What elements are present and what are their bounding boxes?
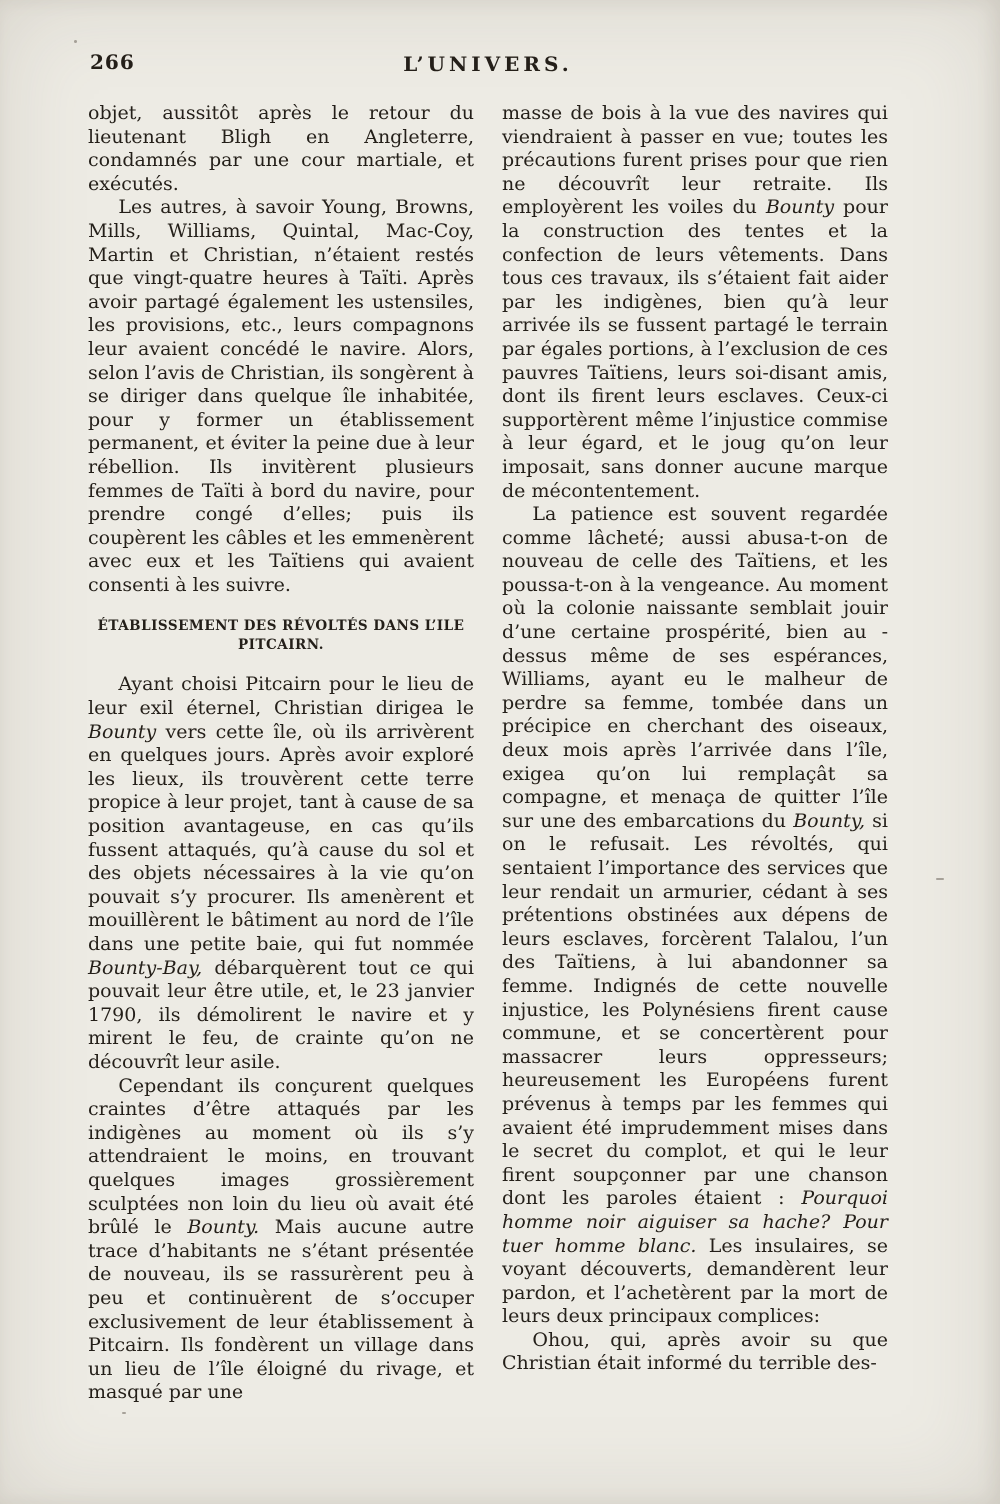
italic-text: Bounty, — [793, 809, 865, 832]
italic-text: Pourquoi homme noir aiguiser sa hache? Pour tuer homme blanc. — [502, 1187, 888, 1257]
body-text: masse de bois à la vue des navires qui viendraient à passer en vue; toutes les précautions furent prises pour que rien ne découvrît leur retraite. Ils employèrent les voiles du — [502, 102, 888, 219]
body-text: Mais aucune autre trace d’habitants ne s’étant présentée de nouveau, ils se rassurèrent peu à peu et continuèrent de s’occuper exclusivement de leur établissement à Pitcairn. Ils fondèrent un village dans un lieu de l’île éloigné du rivage, et masqué par une — [88, 1216, 474, 1404]
paragraph — [502, 102, 888, 503]
text-columns — [88, 102, 888, 1405]
scan-artifact — [74, 40, 77, 43]
body-text: pour la construction des tentes et la confection de leurs vêtements. Dans tous ces travaux, ils s’étaient fait aider par les indigènes, bien qu’à leur arrivée ils se fussent partagé le terrain par égales portions, à l’exclusion de ces pauvres Taïtiens, leurs soi-disant amis, dont ils firent leurs esclaves. Ceux-ci supportèrent même l’injustice commise à leur égard, et le joug qu’on leur imposait, sans donner aucune marque de mécontentement. — [502, 196, 888, 502]
paragraph — [88, 1075, 474, 1405]
scan-artifact — [936, 878, 944, 880]
paragraph — [88, 196, 474, 597]
body-text: vers cette île, où ils arrivèrent en quelques jours. Après avoir exploré les lieux, ils trouvèrent cette terre propice à leur projet, tant à cause de sa position avantageuse, en cas qu’ils fussent attaqués, qu’à cause du sol et des objets nécessaires à la vie qu’on pouvait s’y procurer. Ils amenèrent et mouillèrent le bâtiment au nord de l’île dans une petite baie, qui fut nommée — [88, 720, 474, 955]
body-text: objet, aussitôt après le retour du lieutenant Bligh en Angleterre, condamnés par une cour martiale, et exécutés. — [88, 102, 474, 195]
scan-artifact — [122, 1412, 126, 1414]
paragraph — [502, 1329, 888, 1376]
italic-text: Bounty — [765, 196, 835, 219]
body-text: Ohou, qui, après avoir su que Christian était informé du terrible des- — [502, 1328, 888, 1375]
paragraph — [88, 673, 474, 1074]
body-text: ÉTABLISSEMENT DES RÉVOLTÉS DANS L’ILE PITCAIRN. — [97, 618, 465, 654]
page-title: L’UNIVERS. — [403, 52, 573, 76]
column-right — [502, 102, 888, 1405]
body-text: Les autres, à savoir Young, Browns, Mills, Williams, Quintal, Mac-Coy, Martin et Christian, n’étaient restés que vingt-quatre heures à Taïti. Après avoir partagé également les ustensiles, les provisions, etc., leurs compagnons leur avaient concédé le navire. Alors, selon l’avis de Christian, ils songèrent à se diriger dans quelque île inhabitée, pour y former un établissement permanent, et éviter la peine due à leur rébellion. Ils invitèrent plusieurs femmes de Taïti à bord du navire, pour prendre congé d’elles; puis ils coupèrent les câbles et les emmenèrent avec eux et les Taïtiens qui avaient consenti à les suivre. — [88, 196, 474, 596]
body-text: si on le refusait. Les révoltés, qui sentaient l’importance des services que leur rendait un armurier, cédant à ses prétentions obstinées aux dépens de leurs esclaves, forcèrent Talalou, l’un des Taïtiens, à lui abandonner sa femme. Indignés de cette nouvelle injustice, les Polynésiens firent cause commune, et se concertèrent pour massacrer leurs oppresseurs; heureusement les Européens furent prévenus à temps par les femmes qui avaient été imprudemment mises dans le secret du complot, et qui le leur firent soupçonner par une chanson dont les paroles étaient : — [502, 809, 888, 1210]
italic-text: Bounty-Bay, — [88, 956, 203, 979]
body-text: Les insulaires, se voyant découverts, demandèrent leur pardon, et l’achetèrent par la mort de leurs deux principaux complices: — [502, 1234, 889, 1328]
italic-text: Bounty — [88, 720, 157, 743]
italic-text: Bounty. — [187, 1216, 260, 1239]
body-text: Ayant choisi Pitcairn pour le lieu de leur exil éternel, Christian dirigea le — [88, 673, 474, 720]
paragraph — [502, 503, 888, 1329]
page-number: 266 — [90, 50, 135, 74]
section-heading — [94, 617, 468, 655]
column-left — [88, 102, 474, 1405]
paragraph — [88, 102, 474, 196]
page-header — [88, 0, 888, 96]
body-text: débarquèrent tout ce qui pouvait leur être utile, et, le 23 janvier 1790, ils démolirent le navire et y mirent le feu, de crainte qu’on ne découvrît leur asile. — [88, 956, 474, 1073]
body-text: Cependant ils conçurent quelques craintes d’être attaqués par les indigènes au moment où ils s’y attendraient le moins, en trouvant quelques images grossièrement sculptées non loin du lieu où avait été brûlé le — [88, 1074, 474, 1239]
body-text: La patience est souvent regardée comme lâcheté; aussi abusa-t-on de nouveau de celle des Taïtiens, et les poussa-t-on à la vengeance. Au moment où la colonie naissante semblait jouir d’une certaine prospérité, bien au - dessus même de ses espérances, Williams, ayant eu le malheur de perdre sa femme, tombée dans un précipice en cherchant des oiseaux, deux mois après l’arrivée dans l’île, exigea qu’on lui remplaçât sa compagne, et menaça de quitter l’île sur une des embarcations du — [502, 503, 888, 832]
